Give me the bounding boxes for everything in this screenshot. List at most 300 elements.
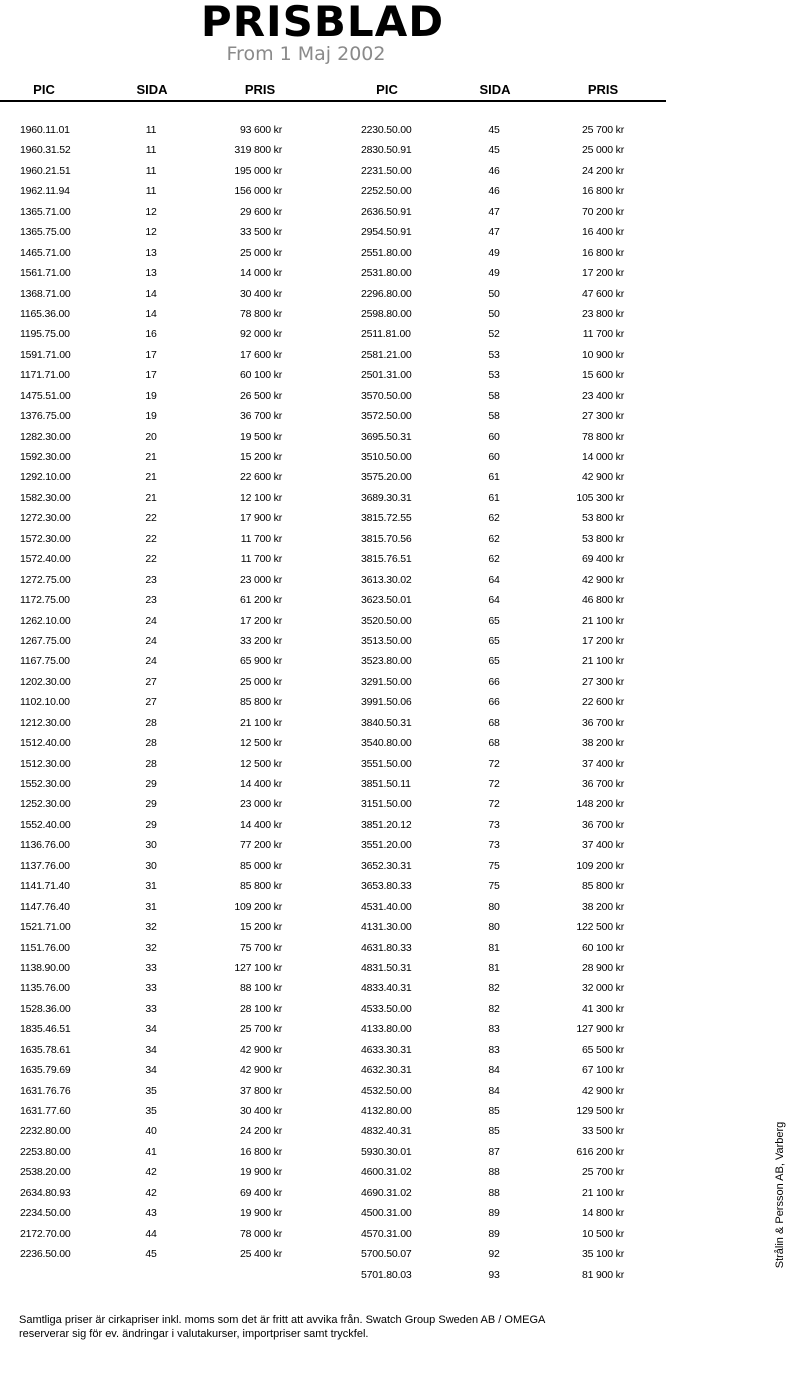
cell-sida-2: 60 [488, 451, 500, 463]
cell-sida-2: 81 [488, 941, 500, 954]
cell-pris-2: 16 800 kr [582, 185, 624, 198]
table-row [0, 856, 800, 876]
table-row [0, 488, 800, 508]
cell-pic: 1137.76.00 [20, 859, 70, 872]
table-row [0, 222, 800, 242]
cell-pris-2: 17 200 kr [582, 267, 624, 280]
cell-pris: 11 700 kr [240, 532, 282, 545]
cell-pris: 319 800 kr [234, 144, 282, 157]
cell-pic: 1365.75.00 [20, 226, 71, 239]
page-subtitle: From 1 Maj 2002 [226, 43, 386, 65]
cell-pic-2: 4633.30.31 [361, 1043, 412, 1056]
cell-sida: 34 [145, 1043, 157, 1056]
cell-pris-2: 36 700 kr [582, 716, 624, 729]
cell-pris: 28 100 kr [240, 1002, 282, 1015]
cell-pris-2: 11 700 kr [582, 328, 624, 341]
cell-sida-2: 93 [488, 1268, 500, 1281]
page-title: PRISBLAD [200, 0, 445, 46]
cell-pic-2: 4831.50.31 [361, 961, 412, 974]
cell-pris-2: 32 000 kr [582, 982, 624, 995]
table-row [0, 958, 800, 978]
cell-pic-2: 2252.50.00 [361, 185, 412, 198]
cell-pic-2: 3623.50.01 [361, 594, 412, 607]
cell-sida-2: 65 [488, 634, 500, 647]
cell-pic: 1962.11.94 [20, 185, 70, 198]
cell-sida: 23 [145, 573, 157, 586]
cell-sida-2: 50 [488, 307, 500, 320]
cell-sida-2: 83 [488, 1023, 500, 1036]
cell-pris-2: 148 200 kr [576, 798, 624, 811]
cell-sida: 23 [145, 594, 157, 607]
cell-pris-2: 38 200 kr [582, 900, 624, 913]
cell-pic-2: 4533.50.00 [361, 1002, 412, 1015]
cell-pris: 85 000 kr [240, 859, 282, 872]
cell-sida: 45 [145, 1248, 157, 1261]
cell-sida: 28 [145, 757, 157, 770]
cell-pic-2: 4570.31.00 [361, 1227, 412, 1240]
cell-sida: 32 [145, 941, 157, 954]
cell-pris: 17 200 kr [240, 614, 282, 627]
cell-pic-2: 4832.40.31 [361, 1125, 412, 1138]
cell-pic: 1102.10.00 [20, 696, 70, 709]
cell-pris: 22 600 kr [240, 471, 282, 484]
cell-sida-2: 88 [488, 1186, 500, 1199]
cell-pic-2: 3520.50.00 [361, 614, 412, 627]
cell-pic-2: 5700.50.07 [361, 1248, 412, 1261]
header-divider [0, 100, 666, 102]
cell-pic-2: 3689.30.31 [361, 491, 412, 504]
cell-pris-2: 25 700 kr [582, 124, 624, 136]
cell-sida: 20 [145, 430, 157, 443]
cell-pic: 1631.77.60 [20, 1105, 71, 1117]
cell-pris: 23 000 kr [240, 573, 282, 586]
cell-pic: 1561.71.00 [20, 267, 71, 280]
cell-sida-2: 72 [488, 798, 500, 811]
cell-pris-2: 60 100 kr [582, 941, 624, 954]
cell-pris: 26 500 kr [240, 389, 282, 402]
table-row [0, 1081, 800, 1101]
cell-sida: 12 [145, 226, 157, 239]
cell-pic-2: 3815.76.51 [361, 553, 412, 566]
cell-sida-2: 85 [488, 1105, 500, 1117]
cell-pris-2: 85 800 kr [582, 880, 624, 893]
cell-pic: 1475.51.00 [20, 389, 71, 402]
cell-pris: 65 900 kr [240, 655, 282, 668]
cell-sida-2: 47 [488, 226, 500, 239]
cell-sida-2: 82 [488, 1002, 500, 1015]
table-row [0, 447, 800, 467]
cell-pic: 1552.30.00 [20, 778, 71, 790]
cell-pris: 42 900 kr [240, 1043, 282, 1056]
cell-pris: 14 000 kr [240, 267, 282, 280]
table-row [0, 590, 800, 610]
column-header-pris: PRIS [244, 82, 276, 97]
cell-sida-2: 84 [488, 1084, 500, 1097]
cell-pris-2: 24 200 kr [582, 164, 624, 177]
cell-sida: 22 [145, 532, 157, 545]
cell-pris: 12 500 kr [240, 757, 282, 770]
cell-sida: 42 [145, 1166, 157, 1179]
cell-pris: 156 000 kr [234, 185, 282, 198]
cell-pic: 1272.30.00 [20, 512, 71, 525]
cell-sida: 29 [145, 798, 157, 811]
table-row [0, 263, 800, 283]
cell-sida: 30 [145, 839, 157, 852]
cell-pris-2: 25 700 kr [582, 1166, 624, 1179]
cell-pris-2: 23 800 kr [582, 307, 624, 320]
cell-pris: 25 400 kr [240, 1248, 282, 1261]
cell-pic-2: 3523.80.00 [361, 655, 412, 668]
cell-sida: 24 [145, 614, 157, 627]
cell-pic: 1635.78.61 [20, 1043, 71, 1056]
cell-pic: 1167.75.00 [20, 655, 70, 668]
cell-sida: 35 [145, 1105, 157, 1117]
column-header-sida-2: SIDA [479, 82, 511, 97]
cell-sida-2: 85 [488, 1125, 500, 1138]
table-row [0, 1019, 800, 1039]
table-row [0, 1183, 800, 1203]
cell-pris-2: 21 100 kr [582, 614, 624, 627]
cell-pris-2: 47 600 kr [582, 287, 624, 300]
cell-pris: 30 400 kr [240, 287, 282, 300]
table-row [0, 692, 800, 712]
cell-sida: 33 [145, 1002, 157, 1015]
cell-pic-2: 4131.30.00 [361, 921, 412, 934]
table-row [0, 1040, 800, 1060]
cell-pic: 1512.30.00 [20, 757, 71, 770]
cell-sida: 21 [145, 491, 157, 504]
cell-pic: 1591.71.00 [20, 348, 71, 361]
cell-pris: 12 100 kr [240, 491, 282, 504]
cell-sida: 34 [145, 1023, 157, 1036]
table-row [0, 754, 800, 774]
cell-pic-2: 3991.50.06 [361, 696, 412, 709]
cell-pic-2: 4833.40.31 [361, 982, 412, 995]
cell-pic: 1465.71.00 [20, 246, 71, 259]
cell-pic-2: 4631.80.33 [361, 941, 412, 954]
cell-pris: 17 600 kr [240, 348, 282, 361]
table-row [0, 1060, 800, 1080]
cell-sida-2: 87 [488, 1145, 500, 1158]
table-row [0, 345, 800, 365]
cell-sida: 22 [145, 553, 157, 566]
cell-sida-2: 80 [488, 900, 500, 913]
table-row [0, 120, 800, 140]
cell-pris: 24 200 kr [240, 1125, 282, 1138]
cell-pic-2: 2581.21.00 [361, 348, 412, 361]
cell-pris-2: 16 800 kr [582, 246, 624, 259]
table-row [0, 1265, 800, 1285]
cell-pic: 1195.75.00 [20, 328, 70, 341]
cell-sida: 16 [145, 328, 157, 341]
cell-pic-2: 2551.80.00 [361, 246, 412, 259]
cell-sida-2: 68 [488, 737, 500, 750]
cell-sida-2: 82 [488, 982, 500, 995]
cell-sida: 27 [145, 675, 157, 688]
cell-pris-2: 69 400 kr [582, 553, 624, 566]
cell-pic: 1138.90.00 [20, 961, 70, 974]
cell-sida: 11 [145, 144, 157, 157]
cell-sida: 11 [145, 164, 157, 177]
cell-pris-2: 65 500 kr [582, 1043, 624, 1056]
cell-pic-2: 3815.72.55 [361, 512, 412, 525]
cell-pris: 14 400 kr [240, 818, 282, 831]
cell-pic: 1552.40.00 [20, 818, 71, 831]
table-row [0, 427, 800, 447]
cell-pic-2: 3575.20.00 [361, 471, 412, 484]
table-row [0, 284, 800, 304]
cell-sida: 17 [145, 348, 157, 361]
footer-note [19, 1313, 659, 1341]
cell-sida: 19 [145, 389, 157, 402]
cell-pic-2: 3291.50.00 [361, 675, 412, 688]
cell-pris: 109 200 kr [234, 900, 282, 913]
cell-pris-2: 616 200 kr [576, 1145, 624, 1158]
cell-sida: 13 [145, 267, 157, 280]
cell-sida-2: 75 [488, 880, 500, 893]
table-row [0, 529, 800, 549]
cell-pic: 1635.79.69 [20, 1064, 71, 1077]
table-row [0, 1101, 800, 1121]
cell-sida: 43 [145, 1207, 157, 1220]
table-row [0, 672, 800, 692]
cell-sida-2: 45 [488, 144, 500, 157]
cell-pic: 1521.71.00 [20, 921, 71, 934]
cell-sida-2: 62 [488, 553, 500, 566]
cell-sida: 29 [145, 818, 157, 831]
cell-pic: 1365.71.00 [20, 205, 71, 218]
cell-sida-2: 53 [488, 369, 500, 382]
cell-sida: 30 [145, 859, 157, 872]
cell-pris: 60 100 kr [240, 369, 282, 382]
cell-pic-2: 3570.50.00 [361, 389, 412, 402]
cell-sida: 22 [145, 512, 157, 525]
cell-pris: 127 100 kr [234, 961, 282, 974]
table-row [0, 161, 800, 181]
cell-pris: 23 000 kr [240, 798, 282, 811]
cell-pic-2: 2830.50.91 [361, 144, 412, 157]
cell-sida-2: 92 [488, 1248, 500, 1261]
cell-pic: 1368.71.00 [20, 287, 71, 300]
table-row [0, 733, 800, 753]
cell-pris-2: 37 400 kr [582, 757, 624, 770]
cell-sida-2: 64 [488, 594, 500, 607]
table-row [0, 304, 800, 324]
cell-pic-2: 4532.50.00 [361, 1084, 412, 1097]
table-row [0, 835, 800, 855]
cell-pic-2: 3510.50.00 [361, 451, 412, 463]
cell-sida: 40 [145, 1125, 157, 1138]
table-row [0, 467, 800, 487]
table-row [0, 570, 800, 590]
cell-pic-2: 3840.50.31 [361, 716, 412, 729]
cell-pris: 69 400 kr [240, 1186, 282, 1199]
footer-line-1: Samtliga priser är cirkapriser inkl. moms som det är fritt att avvika från. Swatch Group Sweden AB / OMEGA [19, 1314, 546, 1326]
cell-pic-2: 2598.80.00 [361, 307, 412, 320]
footer-line-2: reserverar sig för ev. ändringar i valutakurser, importpriser samt tryckfel. [19, 1328, 369, 1340]
cell-pic-2: 3851.20.12 [361, 818, 412, 831]
cell-sida-2: 80 [488, 921, 500, 934]
cell-sida-2: 58 [488, 389, 500, 402]
cell-sida: 27 [145, 696, 157, 709]
cell-pic-2: 3551.50.00 [361, 757, 412, 770]
cell-pris-2: 21 100 kr [582, 655, 624, 668]
cell-pris-2: 37 400 kr [582, 839, 624, 852]
cell-sida-2: 65 [488, 655, 500, 668]
cell-pris: 15 200 kr [240, 921, 282, 934]
cell-pic: 1835.46.51 [20, 1023, 71, 1036]
table-row [0, 1142, 800, 1162]
cell-sida-2: 66 [488, 696, 500, 709]
cell-pris: 19 500 kr [240, 430, 282, 443]
cell-sida-2: 72 [488, 757, 500, 770]
cell-pris-2: 42 900 kr [582, 471, 624, 484]
cell-sida: 17 [145, 369, 157, 382]
cell-sida: 14 [145, 287, 157, 300]
cell-pris-2: 22 600 kr [582, 696, 624, 709]
cell-pic-2: 3652.30.31 [361, 859, 412, 872]
cell-pris: 78 000 kr [240, 1227, 282, 1240]
cell-pris: 25 000 kr [240, 246, 282, 259]
cell-pris-2: 41 300 kr [582, 1002, 624, 1015]
cell-sida-2: 62 [488, 512, 500, 525]
cell-sida-2: 49 [488, 267, 500, 280]
cell-sida-2: 50 [488, 287, 500, 300]
cell-pic-2: 3572.50.00 [361, 410, 412, 423]
cell-pris: 36 700 kr [240, 410, 282, 423]
cell-sida: 42 [145, 1186, 157, 1199]
cell-pris-2: 78 800 kr [582, 430, 624, 443]
cell-sida-2: 83 [488, 1043, 500, 1056]
cell-pris-2: 81 900 kr [582, 1268, 624, 1281]
cell-sida: 31 [145, 880, 157, 893]
cell-pris: 19 900 kr [240, 1166, 282, 1179]
cell-sida-2: 61 [488, 471, 500, 484]
cell-pic-2: 2531.80.00 [361, 267, 412, 280]
cell-sida: 13 [145, 246, 157, 259]
cell-pic-2: 4500.31.00 [361, 1207, 412, 1220]
table-row [0, 202, 800, 222]
cell-sida-2: 84 [488, 1064, 500, 1077]
cell-pris: 19 900 kr [240, 1207, 282, 1220]
price-table [0, 120, 800, 1285]
cell-pris-2: 35 100 kr [582, 1248, 624, 1261]
table-row [0, 651, 800, 671]
cell-pic-2: 3540.80.00 [361, 737, 412, 750]
cell-sida: 21 [145, 471, 157, 484]
cell-sida-2: 75 [488, 859, 500, 872]
cell-pic: 1171.71.00 [20, 369, 70, 382]
cell-pic: 2634.80.93 [20, 1186, 71, 1199]
cell-pris-2: 42 900 kr [582, 573, 624, 586]
cell-pic: 1252.30.00 [20, 798, 71, 811]
cell-sida-2: 60 [488, 430, 500, 443]
cell-pic-2: 5701.80.03 [361, 1268, 412, 1281]
table-row [0, 631, 800, 651]
cell-sida: 24 [145, 634, 157, 647]
cell-pris-2: 10 500 kr [582, 1227, 624, 1240]
cell-pris-2: 70 200 kr [582, 205, 624, 218]
table-header [0, 80, 800, 100]
cell-pic-2: 2231.50.00 [361, 164, 412, 177]
cell-pic: 1960.21.51 [20, 164, 71, 177]
side-credit: Strålin & Persson AB, Varberg [774, 1121, 786, 1269]
cell-pris-2: 14 000 kr [582, 451, 624, 463]
cell-pris: 61 200 kr [240, 594, 282, 607]
column-header-sida: SIDA [136, 82, 168, 97]
cell-pic-2: 2511.81.00 [361, 328, 411, 341]
cell-pris: 85 800 kr [240, 880, 282, 893]
cell-pic: 1572.40.00 [20, 553, 71, 566]
table-row [0, 549, 800, 569]
cell-pris-2: 122 500 kr [576, 921, 624, 934]
table-row [0, 181, 800, 201]
cell-sida: 33 [145, 961, 157, 974]
cell-sida-2: 49 [488, 246, 500, 259]
cell-pic-2: 2501.31.00 [361, 369, 412, 382]
cell-pris-2: 105 300 kr [576, 491, 624, 504]
cell-pic: 1960.11.01 [20, 124, 70, 136]
cell-pris: 85 800 kr [240, 696, 282, 709]
cell-pic-2: 3851.50.11 [361, 778, 411, 790]
cell-pic: 1262.10.00 [20, 614, 71, 627]
cell-sida: 19 [145, 410, 157, 423]
cell-pris-2: 25 000 kr [582, 144, 624, 157]
cell-pic-2: 3815.70.56 [361, 532, 412, 545]
cell-sida: 14 [145, 307, 157, 320]
cell-pic: 1212.30.00 [20, 716, 71, 729]
cell-pris-2: 53 800 kr [582, 512, 624, 525]
cell-sida: 24 [145, 655, 157, 668]
cell-pic: 1376.75.00 [20, 410, 71, 423]
cell-sida: 28 [145, 716, 157, 729]
cell-pic-2: 4690.31.02 [361, 1186, 412, 1199]
table-row [0, 897, 800, 917]
cell-sida: 32 [145, 921, 157, 934]
cell-pris-2: 14 800 kr [582, 1207, 624, 1220]
cell-pris-2: 15 600 kr [582, 369, 624, 382]
cell-pic: 2172.70.00 [20, 1227, 71, 1240]
cell-sida-2: 72 [488, 778, 500, 790]
cell-sida-2: 66 [488, 675, 500, 688]
cell-pris: 195 000 kr [234, 164, 282, 177]
cell-pris-2: 38 200 kr [582, 737, 624, 750]
table-row [0, 815, 800, 835]
cell-pic: 2236.50.00 [20, 1248, 71, 1261]
cell-pris: 77 200 kr [240, 839, 282, 852]
cell-pic: 2253.80.00 [20, 1145, 71, 1158]
cell-sida: 44 [145, 1227, 157, 1240]
cell-sida-2: 53 [488, 348, 500, 361]
cell-sida-2: 61 [488, 491, 500, 504]
column-header-pic: PIC [33, 82, 55, 97]
cell-pris: 25 000 kr [240, 675, 282, 688]
cell-sida-2: 52 [488, 328, 500, 341]
cell-pic-2: 4531.40.00 [361, 900, 412, 913]
cell-sida: 34 [145, 1064, 157, 1077]
table-row [0, 1244, 800, 1264]
cell-pris: 29 600 kr [240, 205, 282, 218]
cell-sida-2: 45 [488, 124, 500, 136]
cell-pic: 2538.20.00 [20, 1166, 71, 1179]
cell-pris: 88 100 kr [240, 982, 282, 995]
cell-pris: 25 700 kr [240, 1023, 282, 1036]
cell-pris-2: 46 800 kr [582, 594, 624, 607]
cell-sida-2: 46 [488, 185, 500, 198]
cell-pris: 17 900 kr [240, 512, 282, 525]
table-row [0, 611, 800, 631]
cell-pris: 21 100 kr [240, 716, 282, 729]
